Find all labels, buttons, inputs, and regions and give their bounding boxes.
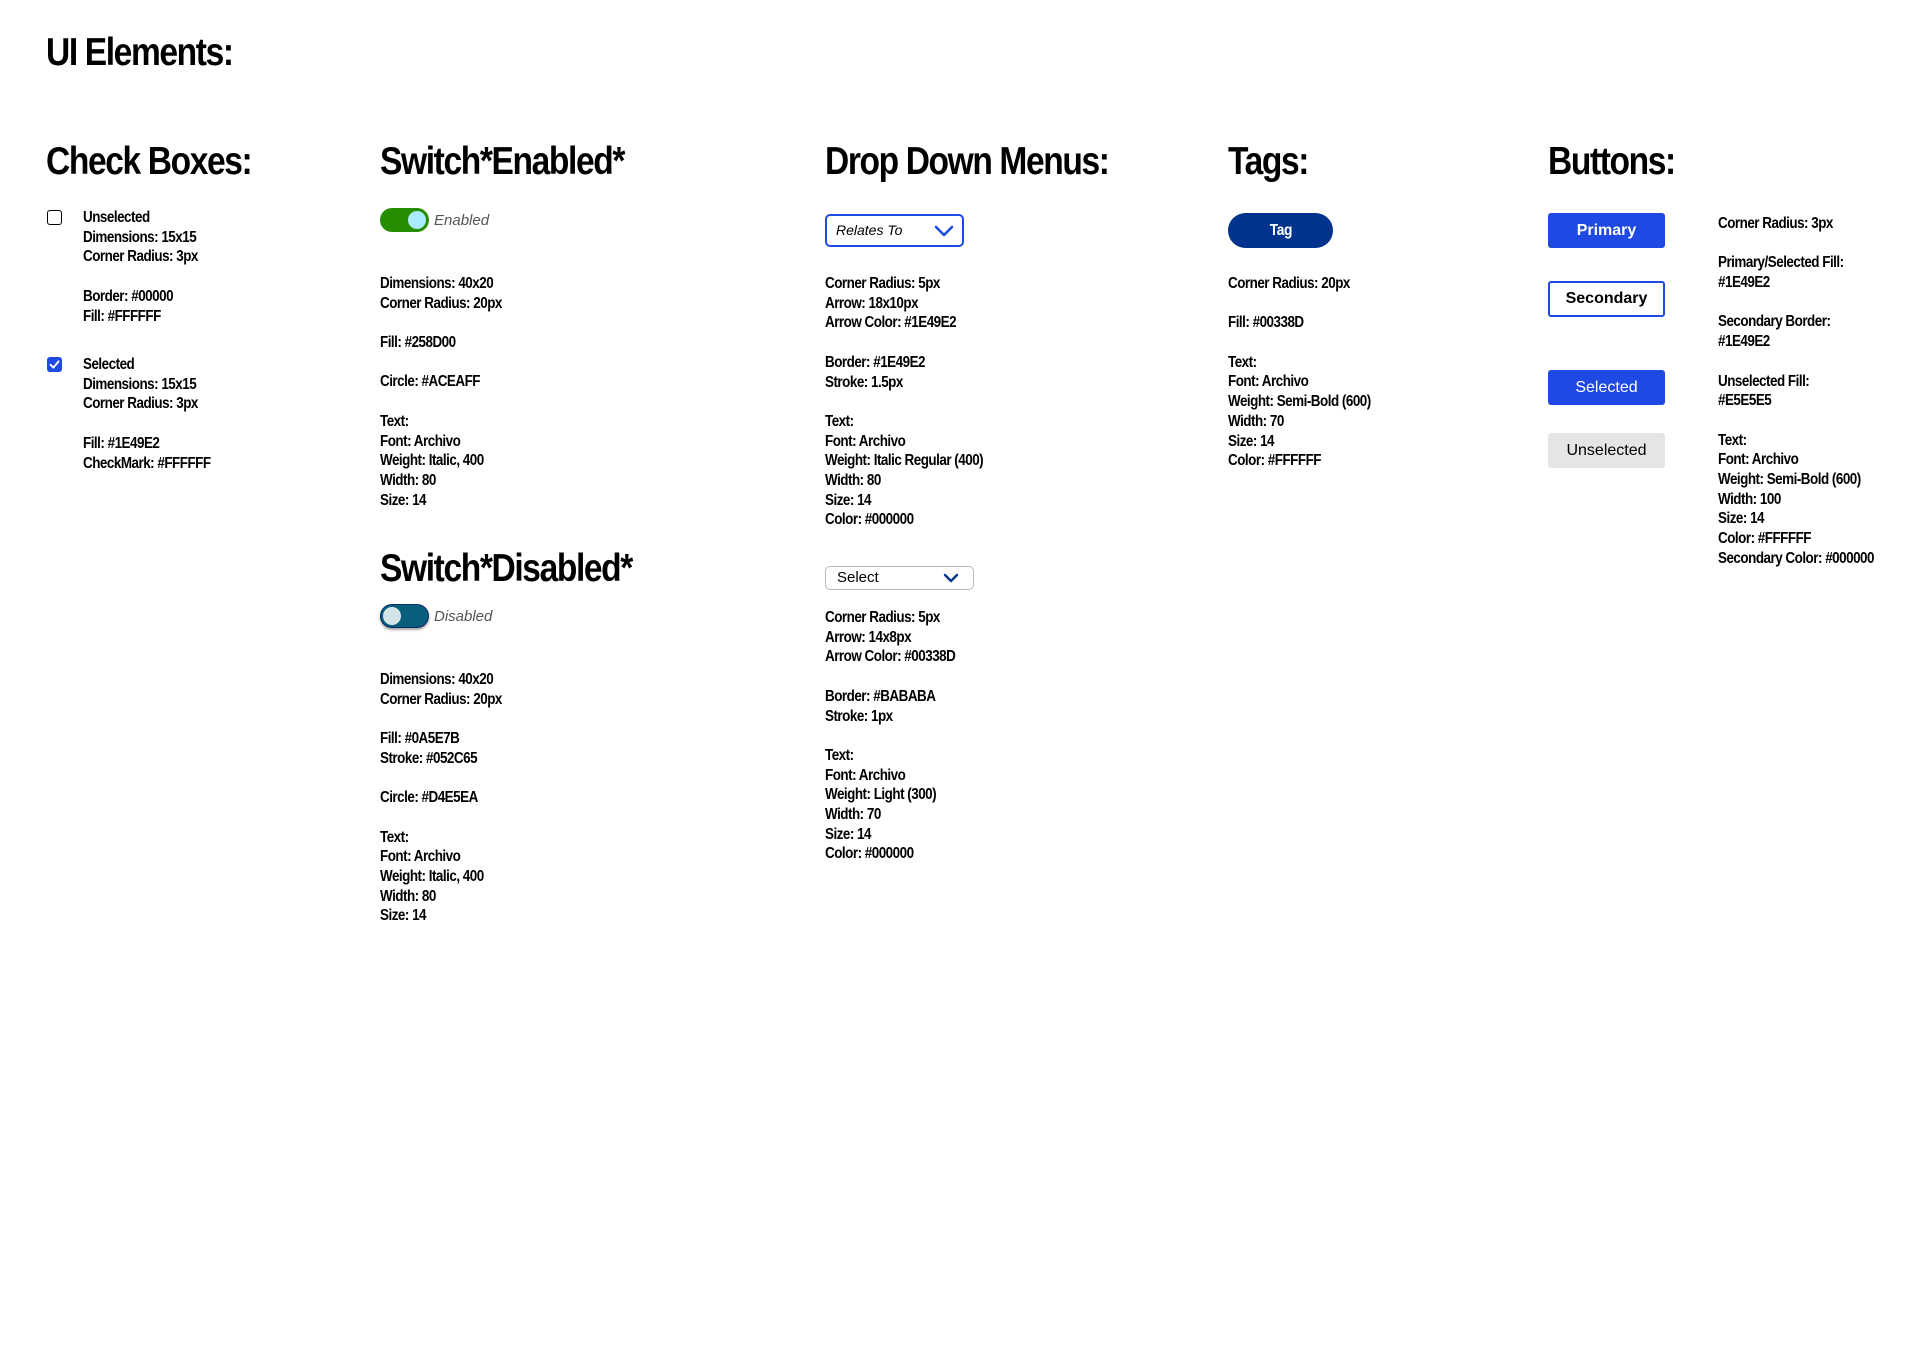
switch-enabled-label: Enabled — [434, 212, 490, 229]
switch-enabled-toggle[interactable] — [380, 208, 429, 232]
primary-button[interactable]: Primary — [1548, 213, 1665, 248]
dropdowns-header: Drop Down Menus: — [825, 140, 1109, 183]
tag-chip-label: Tag — [1269, 222, 1292, 239]
tags-header: Tags: — [1228, 140, 1309, 183]
switch-disabled-label: Disabled — [434, 608, 493, 625]
selected-button[interactable]: Selected — [1548, 370, 1665, 405]
checkbox-unselected-notes: Unselected Dimensions: 15x15 Corner Radius: 3px Border: #00000 Fill: #FFFFFF — [83, 209, 198, 325]
chevron-down-icon — [943, 573, 959, 583]
dropdown-relates-to[interactable] — [825, 214, 964, 247]
dropdown-select-notes: Corner Radius: 5px Arrow: 14x8px Arrow Color: #00338D Border: #BABABA Stroke: 1px Text: Font: Archivo Weight: Light (300) Width: 70 Size: 14 Color: #000000 — [825, 609, 956, 863]
switch-disabled-knob — [383, 607, 401, 625]
switch-enabled-notes: Dimensions: 40x20 Corner Radius: 20px Fill: #258D00 Circle: #ACEAFF Text: Font: Archivo Weight: Italic, 400 Width: 80 Size: 14 — [380, 275, 502, 509]
dropdown-relates-to-value: Relates To — [836, 222, 903, 238]
checkbox-selected-notes: Selected Dimensions: 15x15 Corner Radius: 3px Fill: #1E49E2 CheckMark: #FFFFFF — [83, 356, 211, 472]
switch-enabled-knob — [408, 211, 426, 229]
checkboxes-header: Check Boxes: — [46, 140, 252, 183]
tag-chip[interactable] — [1228, 213, 1333, 248]
buttons-notes: Corner Radius: 3px Primary/Selected Fill: #1E49E2 Secondary Border: #1E49E2 Unselected Fill: #E5E5E5 Text: Font: Archivo Weight: Semi-Bold (600) Width: 100 Size: 14 Color: #FFFFFF Secondary Color: #000000 — [1718, 215, 1874, 567]
checkbox-selected[interactable] — [47, 357, 62, 372]
checkmark-icon — [47, 357, 62, 372]
dropdown-relates-to-notes: Corner Radius: 5px Arrow: 18x10px Arrow Color: #1E49E2 Border: #1E49E2 Stroke: 1.5px Text: Font: Archivo Weight: Italic Regular (400) Width: 80 Size: 14 Color: #000000 — [825, 275, 984, 529]
buttons-header: Buttons: — [1548, 140, 1675, 183]
dropdown-select-value: Select — [837, 569, 879, 586]
chevron-down-icon — [934, 225, 954, 237]
switch-disabled-toggle[interactable] — [380, 604, 429, 628]
switch-disabled-header: Switch*Disabled* — [380, 547, 632, 590]
secondary-button[interactable]: Secondary — [1548, 281, 1665, 317]
unselected-button[interactable]: Unselected — [1548, 433, 1665, 468]
switch-enabled-header: Switch*Enabled* — [380, 140, 625, 183]
tags-notes: Corner Radius: 20px Fill: #00338D Text: Font: Archivo Weight: Semi-Bold (600) Width: 70 Size: 14 Color: #FFFFFF — [1228, 275, 1371, 470]
switch-disabled-notes: Dimensions: 40x20 Corner Radius: 20px Fill: #0A5E7B Stroke: #052C65 Circle: #D4E5EA Text: Font: Archivo Weight: Italic, 400 Width: 80 Size: 14 — [380, 671, 502, 925]
page-title: UI Elements: — [46, 31, 233, 74]
checkbox-unselected[interactable] — [47, 210, 62, 225]
dropdown-select[interactable] — [825, 566, 974, 590]
